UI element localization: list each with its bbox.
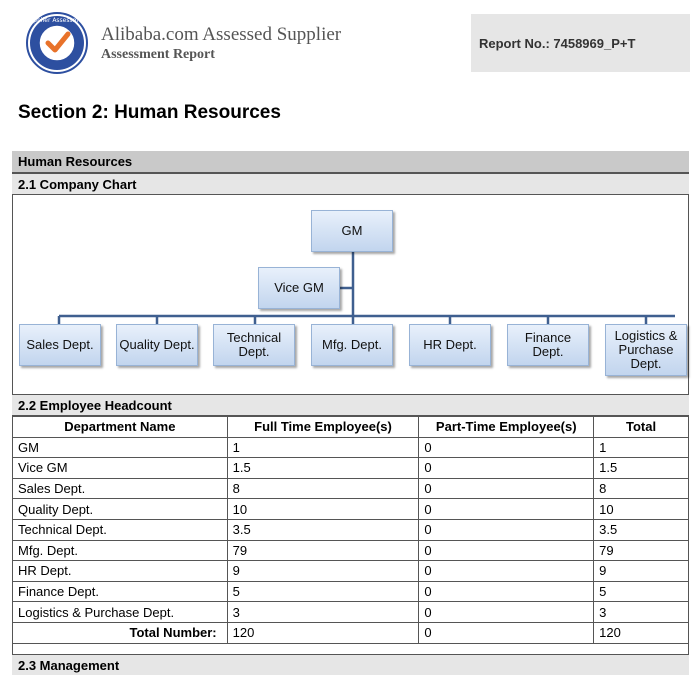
table-cell: 8 xyxy=(594,478,689,499)
table-cell: HR Dept. xyxy=(13,561,228,582)
management-header xyxy=(12,654,689,675)
column-header: Full Time Employee(s) xyxy=(227,417,419,438)
table-cell: 3.5 xyxy=(227,519,419,540)
table-cell: 1.5 xyxy=(594,458,689,479)
table-cell: 79 xyxy=(594,540,689,561)
table-cell: Technical Dept. xyxy=(13,519,228,540)
table-cell: GM xyxy=(13,437,228,458)
table-cell: 1 xyxy=(227,437,419,458)
table-cell: 79 xyxy=(227,540,419,561)
total-cell: 120 xyxy=(227,622,419,643)
table-cell: 0 xyxy=(419,458,594,479)
company-chart-header xyxy=(12,173,689,195)
table-cell: Quality Dept. xyxy=(13,499,228,520)
panel-title-bar xyxy=(12,151,689,173)
org-node-dept: Mfg. Dept. xyxy=(311,324,393,366)
column-header: Part-Time Employee(s) xyxy=(419,417,594,438)
org-node-dept: Sales Dept. xyxy=(19,324,101,366)
org-node-dept: HR Dept. xyxy=(409,324,491,366)
brand-subtitle: Assessment Report xyxy=(101,47,215,62)
brand-title: Alibaba.com Assessed Supplier xyxy=(101,24,342,45)
column-header: Total xyxy=(594,417,689,438)
table-row xyxy=(13,561,689,582)
table-cell: Mfg. Dept. xyxy=(13,540,228,561)
section-title: Section 2: Human Resources xyxy=(18,102,281,123)
table-row xyxy=(13,519,689,540)
total-row xyxy=(13,622,689,643)
management-title: 2.3 Management xyxy=(18,658,120,673)
table-row xyxy=(13,478,689,499)
table-cell: Vice GM xyxy=(13,458,228,479)
table-cell: 0 xyxy=(419,478,594,499)
table-cell: 0 xyxy=(419,437,594,458)
panel-title: Human Resources xyxy=(18,154,133,169)
headcount-table xyxy=(12,416,689,644)
table-cell: 0 xyxy=(419,581,594,602)
org-node-dept: Technical Dept. xyxy=(213,324,295,366)
table-row xyxy=(13,499,689,520)
table-cell: 10 xyxy=(227,499,419,520)
table-cell: 0 xyxy=(419,519,594,540)
org-node-dept: Quality Dept. xyxy=(116,324,198,366)
org-node-dept: Logistics & Purchase Dept. xyxy=(605,324,687,376)
logo-ring-text: Supplier Assessment xyxy=(26,17,88,24)
table-cell: 3 xyxy=(594,602,689,623)
table-row xyxy=(13,437,689,458)
assessed-supplier-seal-logo xyxy=(26,12,88,74)
table-cell: 5 xyxy=(227,581,419,602)
table-cell: Logistics & Purchase Dept. xyxy=(13,602,228,623)
headcount-title: 2.2 Employee Headcount xyxy=(18,398,172,413)
org-node-gm: GM xyxy=(311,210,393,252)
table-row xyxy=(13,540,689,561)
column-header: Department Name xyxy=(13,417,228,438)
table-cell: Finance Dept. xyxy=(13,581,228,602)
table-cell: 5 xyxy=(594,581,689,602)
table-cell: 0 xyxy=(419,561,594,582)
report-number-box xyxy=(471,14,690,72)
total-cell: 0 xyxy=(419,622,594,643)
table-cell: 9 xyxy=(594,561,689,582)
org-chart xyxy=(13,194,688,394)
table-cell: 8 xyxy=(227,478,419,499)
company-chart-title: 2.1 Company Chart xyxy=(18,177,137,192)
table-cell: 3 xyxy=(227,602,419,623)
report-number: Report No.: 7458969_P+T xyxy=(479,36,636,51)
table-cell: Sales Dept. xyxy=(13,478,228,499)
total-cell: 120 xyxy=(594,622,689,643)
table-cell: 0 xyxy=(419,540,594,561)
report-header xyxy=(0,0,697,80)
headcount-header xyxy=(12,394,689,416)
org-node-dept: Finance Dept. xyxy=(507,324,589,366)
org-node-vice-gm: Vice GM xyxy=(258,267,340,309)
table-cell: 1.5 xyxy=(227,458,419,479)
table-cell: 3.5 xyxy=(594,519,689,540)
total-label: Total Number: xyxy=(13,622,228,643)
table-row xyxy=(13,458,689,479)
table-row xyxy=(13,602,689,623)
table-cell: 0 xyxy=(419,499,594,520)
headcount-header-row xyxy=(13,417,689,438)
table-cell: 9 xyxy=(227,561,419,582)
table-cell: 0 xyxy=(419,602,594,623)
table-row xyxy=(13,581,689,602)
table-cell: 1 xyxy=(594,437,689,458)
table-cell: 10 xyxy=(594,499,689,520)
